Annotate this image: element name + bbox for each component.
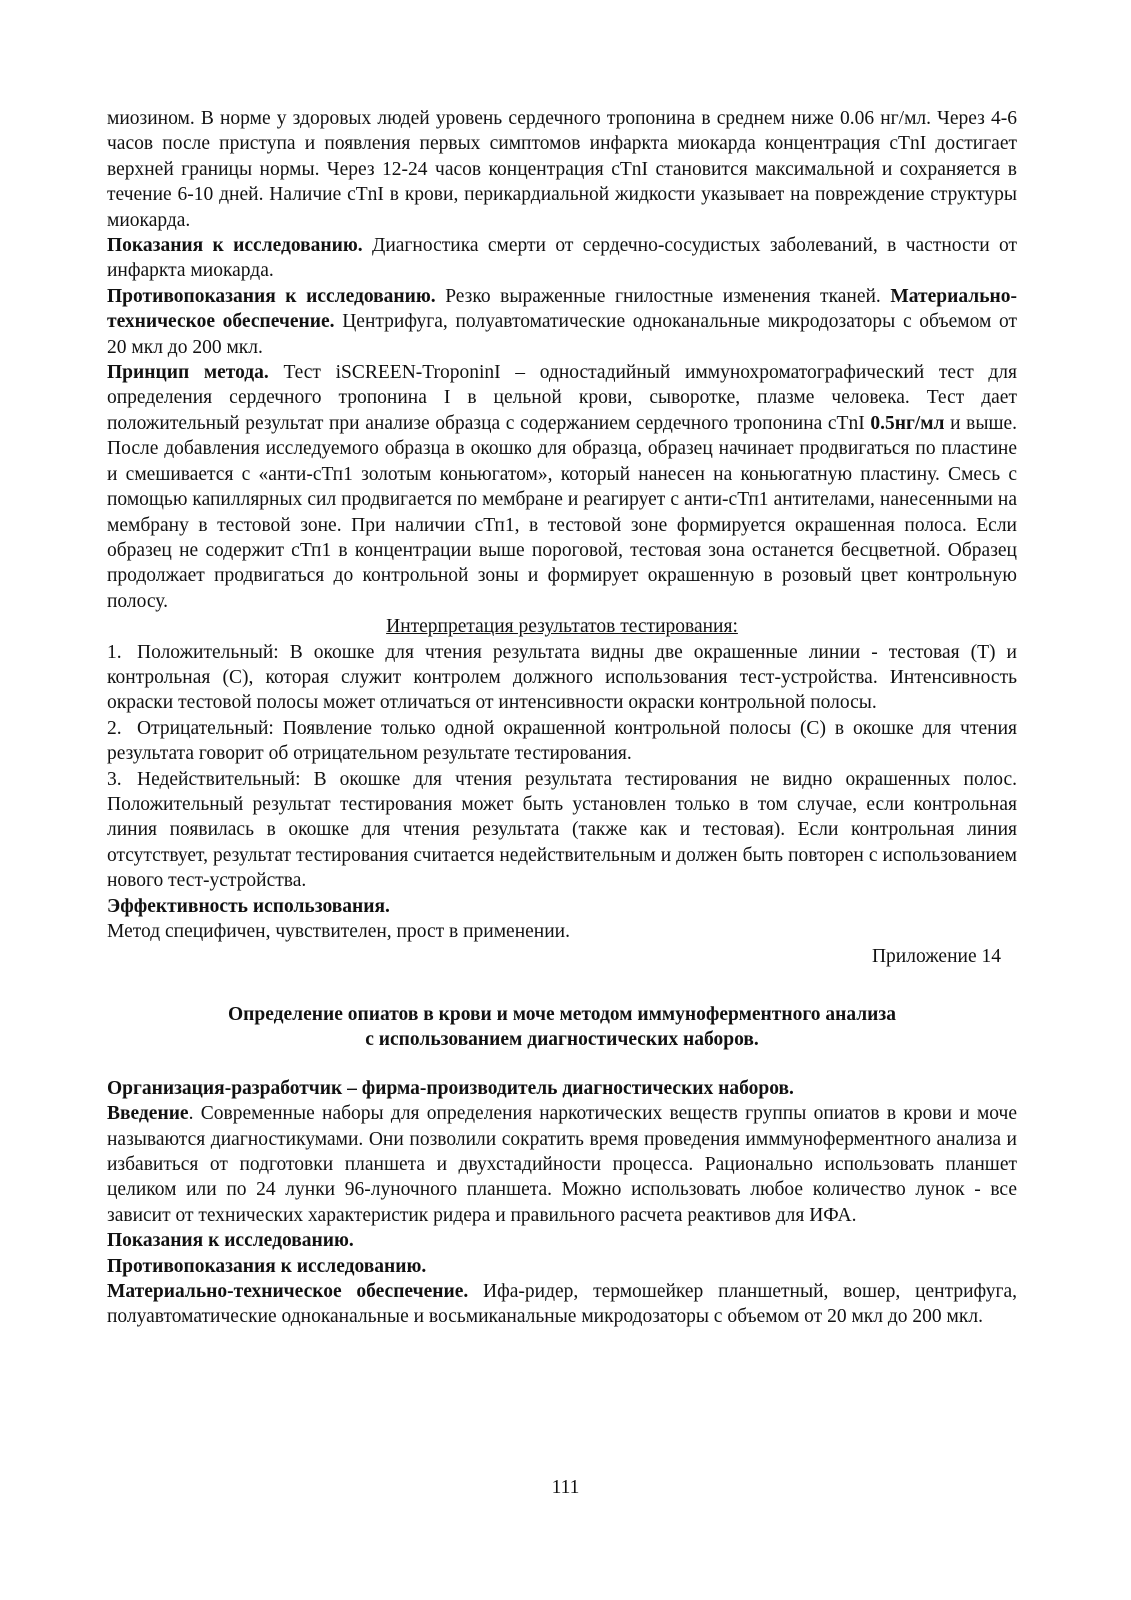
efficiency-text: Метод специфичен, чувствителен, прост в применении. xyxy=(107,921,570,942)
opiates-material xyxy=(107,1279,1017,1330)
opiates-contraindications-label: Противопоказания к исследованию. xyxy=(107,1255,427,1277)
list-item-text: Положительный: В окошке для чтения результата видны две окрашенные линии - тестовая (Т) и контрольная (С), которая служит контролем должного использования тест-устройства. Интенсивность окраски тестовой полосы может отличаться от интенсивности окраски контрольной полосы. xyxy=(107,641,1017,714)
material-text: Центрифуга, полуавтоматические одноканальные микродозаторы с объемом от 20 мкл до 200 мкл. xyxy=(107,311,1017,358)
paragraph-introduction xyxy=(107,1101,1017,1228)
section-title xyxy=(107,1002,1017,1052)
page-number: 111 xyxy=(551,1477,580,1498)
paragraph-contra-material xyxy=(107,284,1017,360)
opiates-contraindications xyxy=(107,1254,1017,1279)
paragraph-principle xyxy=(107,360,1017,614)
principle-label: Принцип метода. xyxy=(107,362,269,384)
efficiency-heading xyxy=(107,894,1017,919)
paragraph-indications xyxy=(107,233,1017,284)
appendix-label: Приложение 14 xyxy=(871,946,1001,968)
list-item-number: 2. xyxy=(107,717,122,739)
opiates-indications xyxy=(107,1228,1017,1253)
material-label: Материально-техническое обеспечение. xyxy=(107,285,1017,333)
introduction-text: . Современные наборы для определения наркотических веществ группы опиатов в крови и моче называются диагностикумами. Они позволили сократить время проведения имммуноферментного анализа и избавиться от подготовки планшета и двухстадийности процесса. Рационально использовать планшет целиком или по 24 лунки 96-луночного планшета. Можно использовать любое количество лунок - все зависит от технических характеристик ридера и правильного расчета реактивов для ИФА. xyxy=(107,1103,1017,1226)
principle-text-a: Тест iSCREEN-TroponinI – одностадийный иммунохроматографический тест для определения сердечного тропонина I в цельной крови, сыворотке, плазме человека. Тест дает положительный результат при анализе образца с содержанием сердечного тропонина сTnI xyxy=(107,362,1017,434)
opiates-material-label: Материально-техническое обеспечение. xyxy=(107,1281,469,1303)
opiates-indications-label: Показания к исследованию. xyxy=(107,1230,354,1252)
indications-text: Диагностика смерти от сердечно-сосудистых заболеваний, в частности от инфаркта миокарда. xyxy=(107,235,1017,282)
organization-label: Организация-разработчик – фирма-производитель диагностических наборов. xyxy=(107,1077,794,1099)
list-item-number: 3. xyxy=(107,768,122,790)
principle-text-b: и выше. После добавления исследуемого образца в окошко для образца, образец начинает продвигаться по пластине и смешивается с «анти-сТп1 золотым коньюгатом», который нанесен на коньюгатную пластину. Смесь с помощью капиллярных сил продвигается по мембране и реагирует с анти-сТп1 антителами, нанесенными на мембрану в тестовой зоне. При наличии сТп1, в тестовой зоне формируется окрашенная полоса. Если образец не содержит сТп1 в концентрации выше пороговой, тестовая зона останется бесцветной. Образец продолжает продвигаться до контрольной зоны и формирует окрашенную в розовый цвет контрольную полосу. xyxy=(107,412,1017,612)
opiates-material-text: Ифа-ридер, термошейкер планшетный, вошер, центрифуга, полуавтоматические одноканальные и восьмиканальные микродозаторы с объемом от 20 мкл до 200 мкл. xyxy=(107,1281,1017,1328)
paragraph-troponin-intro: миозином. В норме у здоровых людей уровень сердечного тропонина в среднем ниже 0.06 нг/мл. Через 4-6 часов после приступа и появления первых симптомов инфаркта миокарда концентрация сTnI достигает верхней границы нормы. Через 12-24 часов концентрация сTnI становится максимальной и сохраняется в течение 6-10 дней. Наличие сTnI в крови, перикардиальной жидкости указывает на повреждение структуры миокарда. xyxy=(107,108,1017,231)
list-item xyxy=(107,716,1017,767)
efficiency-label: Эффективность использования. xyxy=(107,895,390,917)
list-item xyxy=(107,767,1017,894)
introduction-label: Введение xyxy=(107,1103,189,1125)
principle-threshold: 0.5нг/мл xyxy=(870,412,945,434)
list-item xyxy=(107,640,1017,716)
list-item-text: Недействительный: В окошке для чтения результата тестирования не видно окрашенных полос. Положительный результат тестирования может быть установлен только в том случае, если контрольная линия появилась в окошке для чтения результата (также как и тестовая). Если контрольная линия отсутствует, результат тестирования считается недействительным и должен быть повторен с использованием нового тест-устройства. xyxy=(107,768,1017,892)
interpretation-heading: Интерпретация результатов тестирования: xyxy=(386,616,738,638)
indications-label: Показания к исследованию. xyxy=(107,235,363,257)
document-page xyxy=(107,106,1017,1330)
section-title-line2: с использованием диагностических наборов. xyxy=(365,1028,759,1050)
contraindications-label: Противопоказания к исследованию. xyxy=(107,285,436,307)
list-item-text: Отрицательный: Появление только одной окрашенной контрольной полосы (С) в окошке для чтения результата говорит об отрицательном результате тестирования. xyxy=(107,717,1017,765)
contraindications-text: Резко выраженные гнилостные изменения тканей. xyxy=(435,285,881,307)
organization-line xyxy=(107,1076,1017,1101)
list-item-number: 1. xyxy=(107,641,122,663)
section-title-line1: Определение опиатов в крови и моче методом иммуноферментного анализа xyxy=(228,1003,896,1025)
